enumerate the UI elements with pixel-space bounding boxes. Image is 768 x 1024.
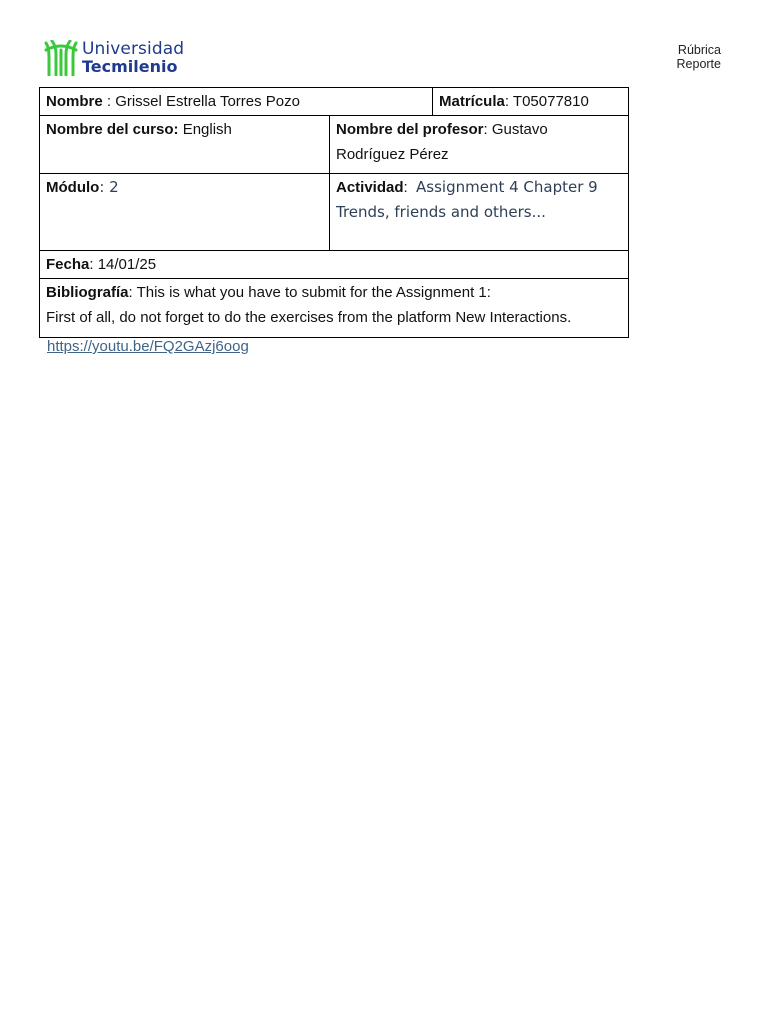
- profesor-value-line2: Rodríguez Pérez: [336, 146, 449, 163]
- matricula-cell: [432, 87, 629, 116]
- modulo-value: : 2: [99, 178, 119, 196]
- actividad-cell: [329, 173, 629, 227]
- header-rubrica: Rúbrica: [677, 43, 721, 57]
- modulo-cell: [39, 173, 329, 202]
- profesor-cell: [329, 115, 629, 169]
- curso-cell: [39, 115, 329, 144]
- fecha-cell: [39, 250, 629, 279]
- student-info-table: [39, 87, 629, 338]
- actividad-value-line2: Trends, friends and others...: [336, 203, 546, 221]
- profesor-value: : Gustavo: [483, 121, 548, 138]
- nombre-cell: [39, 87, 432, 116]
- document-type-header: [677, 43, 721, 71]
- fecha-value: : 14/01/25: [89, 256, 157, 273]
- matricula-label: Matrícula: [439, 93, 505, 110]
- fecha-label: Fecha: [46, 256, 90, 273]
- modulo-label: Módulo: [46, 179, 100, 196]
- bibliografia-cell: [39, 278, 629, 332]
- bibliografia-label: Bibliografía: [46, 284, 129, 301]
- actividad-value: Assignment 4 Chapter 9: [416, 178, 598, 196]
- youtube-link[interactable]: https://youtu.be/FQ2GAzj6oog: [47, 338, 249, 355]
- tecmilenio-logo: [44, 40, 184, 76]
- bibliografia-value: : This is what you have to submit for the Assignment 1:: [128, 284, 491, 301]
- curso-label: Nombre del curso:: [46, 121, 179, 138]
- profesor-label: Nombre del profesor: [336, 121, 484, 138]
- bibliografia-line2: First of all, do not forget to do the exercises from the platform New Interactions.: [46, 309, 572, 326]
- logo-text-universidad: Universidad: [82, 39, 185, 59]
- actividad-label: Actividad: [336, 179, 404, 196]
- tecmilenio-emblem-icon: [44, 40, 78, 76]
- matricula-value: : T05077810: [504, 93, 589, 110]
- nombre-label: Nombre: [46, 93, 103, 110]
- curso-value: English: [178, 121, 232, 138]
- logo-text-tecmilenio: Tecmilenio: [82, 57, 178, 76]
- nombre-value: : Grissel Estrella Torres Pozo: [102, 93, 300, 110]
- actividad-sep: :: [403, 179, 408, 196]
- header-reporte: Reporte: [676, 57, 721, 71]
